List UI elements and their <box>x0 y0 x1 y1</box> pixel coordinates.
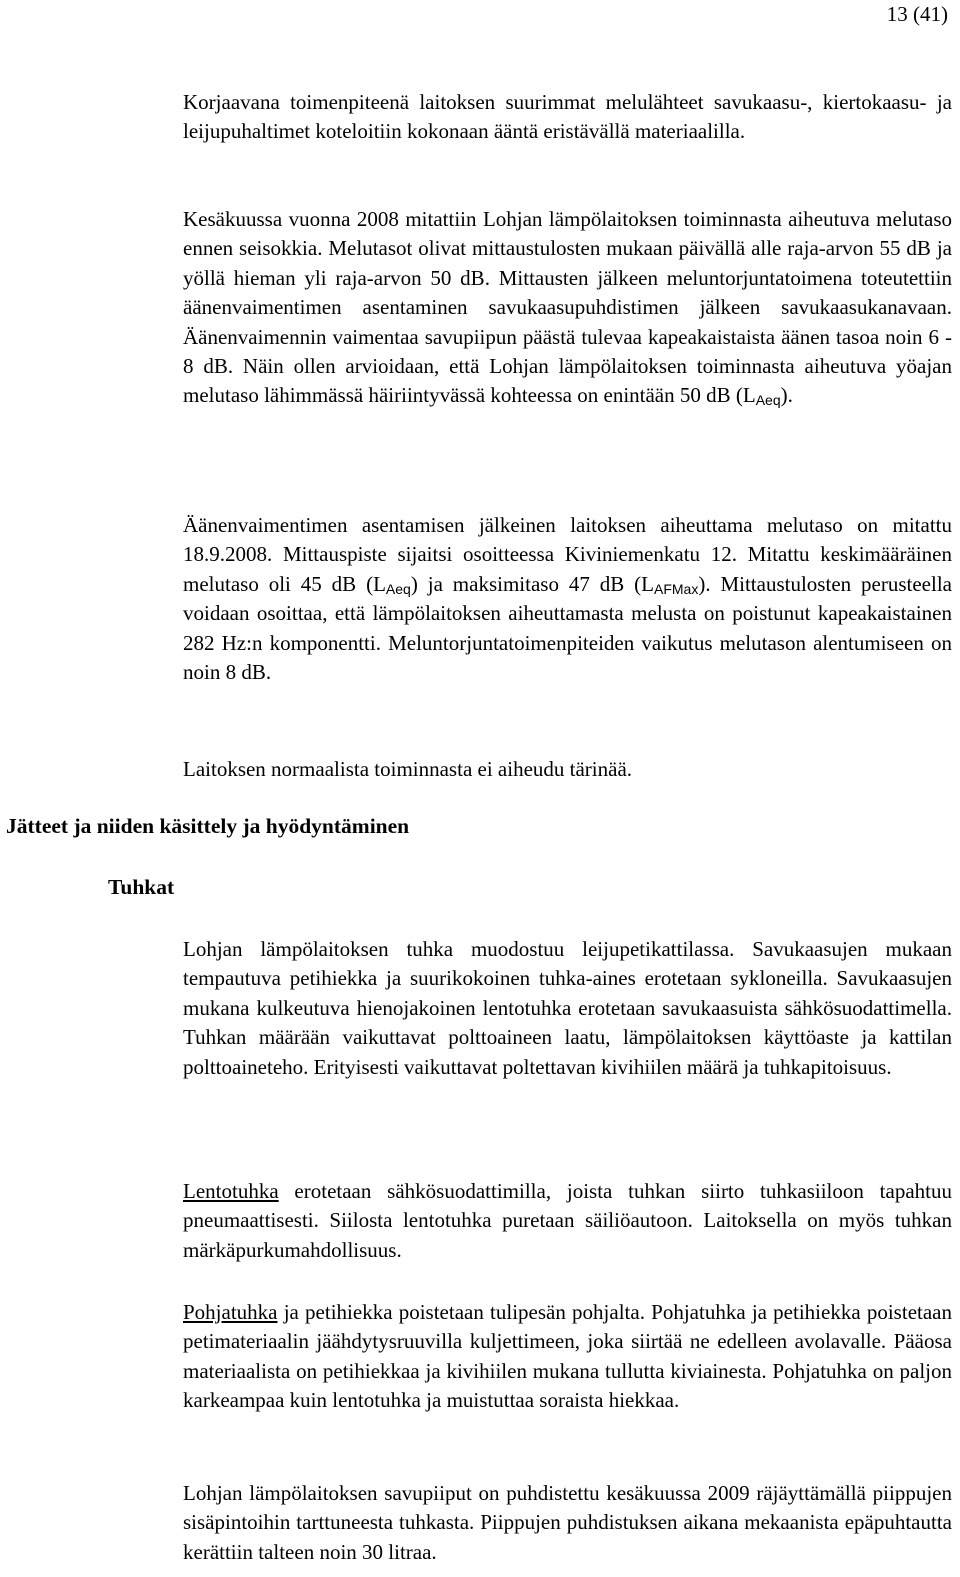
term-bottom-ash: Pohjatuhka <box>183 1300 278 1324</box>
subscript-aeq: Aeq <box>385 580 411 597</box>
paragraph-bottom-ash <box>183 1298 952 1416</box>
paragraph-text: ) ja maksimitaso 47 dB (L <box>410 571 654 596</box>
page-number: 13 (41) <box>886 2 948 26</box>
subsection-heading: Tuhkat <box>108 875 175 899</box>
term-fly-ash: Lentotuhka <box>183 1179 279 1203</box>
subscript-afmax: AFMax <box>653 580 699 597</box>
paragraph-text: Äänenvaimentimen asentamisen jälkeinen laitoksen aiheuttama melutaso on mitattu 18.9.2008. Mittauspiste sijaitsi osoitteessa Kiviniemenkatu 12. Mitattu keskimääräinen melutaso oli 45 dB (L <box>183 513 952 596</box>
paragraph-text: Kesäkuussa vuonna 2008 mitattiin Lohjan lämpölaitoksen toiminnasta aiheutuva melutaso ennen seisokkia. Melutasot olivat mittaustulosten mukaan päivällä alle raja-arvon 55 dB ja yöllä hieman yli raja-arvon 50 dB. Mittausten jälkeen meluntorjuntatoimena toteutettiin äänenvaimentimen asentaminen savukaasupuhdistimen jälkeen savukaasukanavaan. Äänenvaimennin vaimentaa savupiipun päästä tulevaa kapeakaistaista äänen tasoa noin 6 - 8 dB. Näin ollen arvioidaan, että Lohjan lämpölaitoksen toiminnasta aiheutuva yöajan melutaso lähimmässä häiriintyvässä kohteessa on enintään 50 dB (L <box>183 207 952 408</box>
paragraph-noise-sources: Korjaavana toimenpiteenä laitoksen suurimmat melulähteet savukaasu-, kiertokaasu- ja leijupuhaltimet koteloitiin kokonaan ääntä eristävällä materiaalilla. <box>183 90 952 144</box>
paragraph-silencer-measurement <box>183 511 952 687</box>
paragraph-vibration: Laitoksen normaalista toiminnasta ei aiheudu tärinää. <box>183 757 633 781</box>
paragraph-text: ). <box>780 383 793 408</box>
section-heading: Jätteet ja niiden käsittely ja hyödyntäminen <box>6 814 410 838</box>
paragraph-text: erotetaan sähkösuodattimilla, joista tuhkan siirto tuhkasiiloon tapahtuu pneumaattisesti. Siilosta lentotuhka puretaan säiliöautoon. Laitoksella on myös tuhkan märkäpurkumahdollisuus. <box>183 1179 952 1262</box>
paragraph-chimney-cleaning: Lohjan lämpölaitoksen savupiiput on puhdistettu kesäkuussa 2009 räjäyttämällä piippujen sisäpintoihin tarttuneesta tuhkasta. Piippujen puhdistuksen aikana mekaanista epäpuhtautta kerättiin talteen noin 30 litraa. <box>183 1481 952 1564</box>
paragraph-ash-formation: Lohjan lämpölaitoksen tuhka muodostuu leijupetikattilassa. Savukaasujen mukaan tempautuva petihiekka ja suurikokoinen tuhka-aines erotetaan sykloneilla. Savukaasujen mukana kulkeutuva hienojakoinen lentotuhka erotetaan savukaasuista sähkösuodattimella. Tuhkan määrään vaikuttavat polttoaineen laatu, lämpölaitoksen käyttöaste ja kattilan polttoaineteho. Erityisesti vaikuttavat poltettavan kivihiilen määrä ja tuhkapitoisuus. <box>183 937 952 1079</box>
subscript-aeq: Aeq <box>755 392 781 409</box>
paragraph-noise-measurement-2008 <box>183 205 952 411</box>
paragraph-fly-ash <box>183 1177 952 1265</box>
paragraph-text: ja petihiekka poistetaan tulipesän pohjalta. Pohjatuhka ja petihiekka poistetaan petimateriaalin jäähdytysruuvilla kuljettimeen, joka siirtää ne edelleen avolavalle. Pääosa materiaalista on petihiekkaa ja kivihiilen mukana tullutta kiviainesta. Pohjatuhka on paljon karkeampaa kuin lentotuhka ja muistuttaa soraista hiekkaa. <box>183 1300 952 1413</box>
paragraph-text: ). Mittaustulosten perusteella voidaan osoittaa, että lämpölaitoksen aiheuttamasta melusta on poistunut kapeakaistainen 282 Hz:n komponentti. Meluntorjuntatoimenpiteiden vaikutus melutason alentumiseen on noin 8 dB. <box>183 571 952 685</box>
